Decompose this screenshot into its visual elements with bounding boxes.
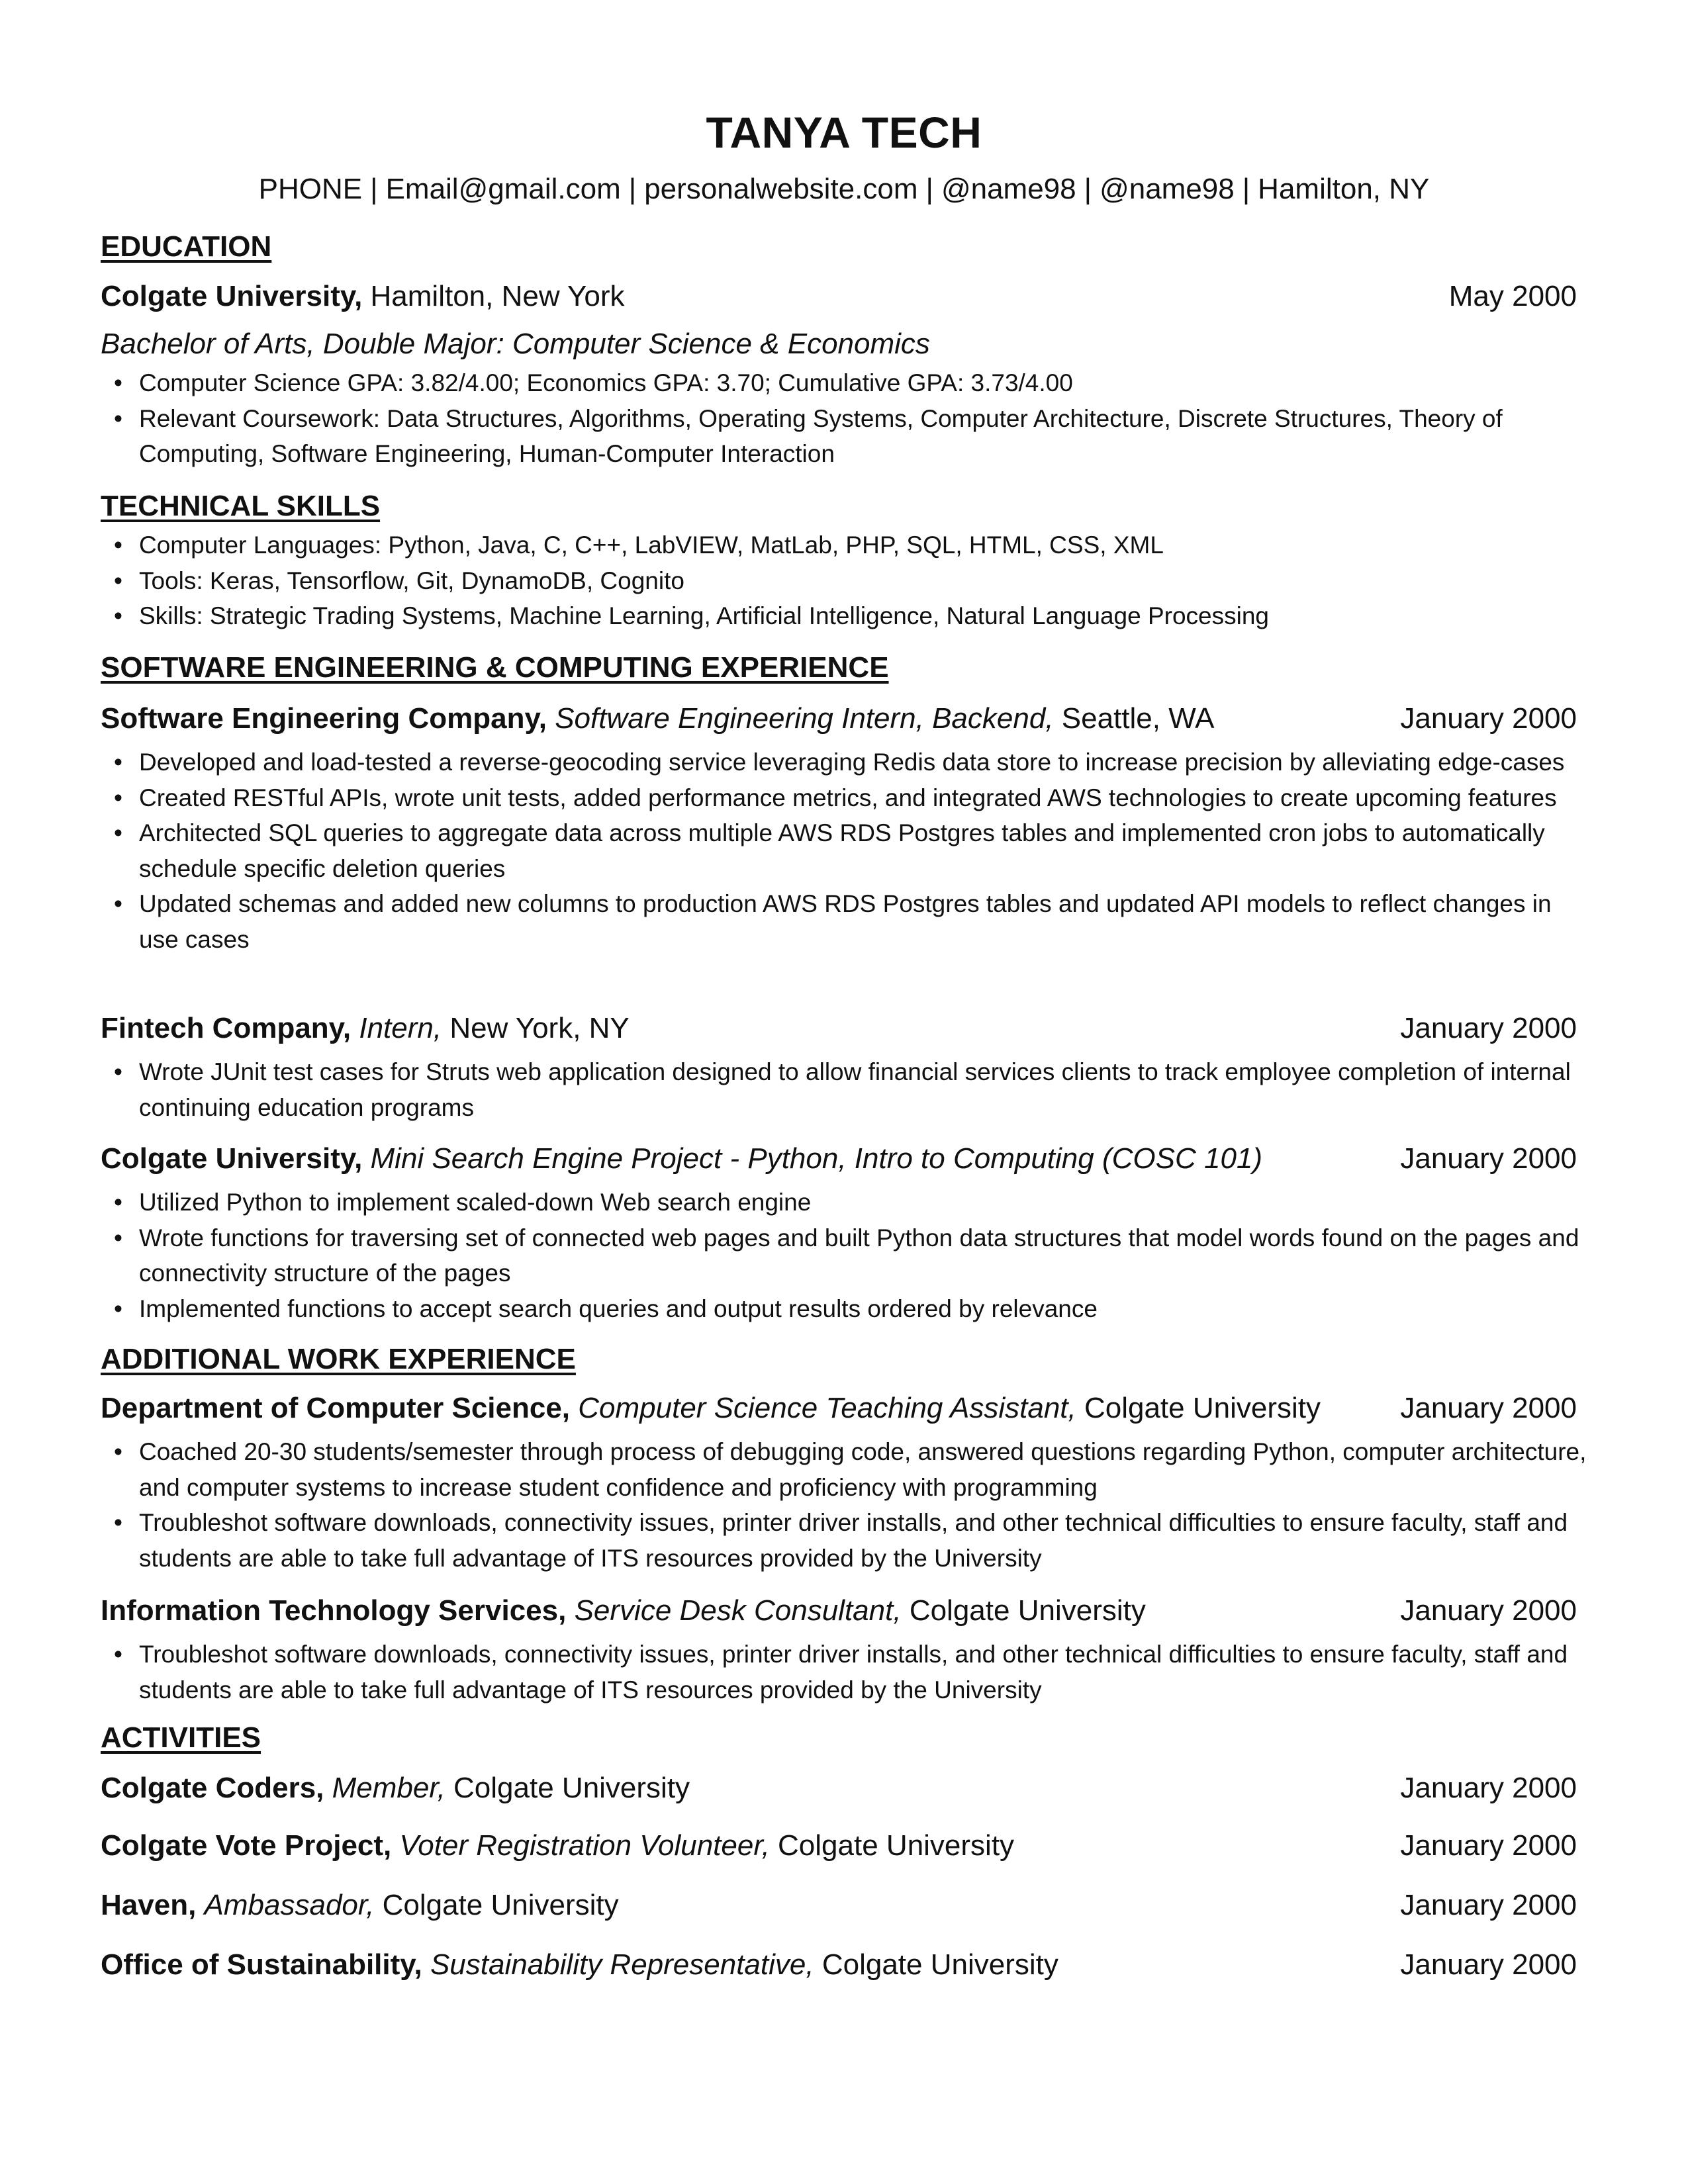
candidate-name: TANYA TECH xyxy=(706,108,982,157)
list-item: • Relevant Coursework: Data Structures, Algorithms, Operating Systems, Computer Architecture, Discrete Structures, Theory of Computing, Software Engineering, Human-Computer Interaction xyxy=(101,401,1597,472)
experience-bullets xyxy=(101,1054,1597,1125)
experience-entry xyxy=(101,1390,1577,1427)
section-heading-work: ADDITIONAL WORK EXPERIENCE xyxy=(101,1343,576,1375)
entry-date: January 2000 xyxy=(1400,1948,1577,1981)
contact-separator: | xyxy=(370,173,378,205)
activity-entry xyxy=(101,1887,1577,1924)
list-item: • Troubleshot software downloads, connectivity issues, printer driver installs, and other technical difficulties to ensure faculty, staff and students are able to take full advantage of ITS resources provided by the University xyxy=(101,1637,1597,1707)
entry-role: Voter Registration Volunteer, xyxy=(399,1829,770,1862)
entry-location: Colgate University xyxy=(778,1829,1015,1862)
contact-handle-1: @name98 xyxy=(941,173,1076,205)
entry-date: January 2000 xyxy=(1400,1889,1577,1921)
contact-separator: | xyxy=(1242,173,1250,205)
entry-role: Computer Science Teaching Assistant, xyxy=(578,1392,1076,1424)
entry-org: Colgate University, xyxy=(101,280,363,312)
experience-bullets xyxy=(101,745,1597,957)
activity-entry xyxy=(101,1946,1577,1983)
experience-bullets xyxy=(101,1434,1597,1576)
entry-role: Intern, xyxy=(359,1012,442,1044)
degree: Bachelor of Arts, Double Major: Computer Science & Economics xyxy=(101,328,930,360)
entry-org: Information Technology Services, xyxy=(101,1594,567,1627)
section-heading-skills: TECHNICAL SKILLS xyxy=(101,490,381,522)
list-item: • Coached 20-30 students/semester through process of debugging code, answered questions regarding Python, computer architecture, and computer systems to increase student confidence and proficiency with programming xyxy=(101,1434,1597,1505)
contact-handle-2: @name98 xyxy=(1100,173,1235,205)
entry-org: Department of Computer Science, xyxy=(101,1392,571,1424)
contact-phone: PHONE xyxy=(258,173,363,205)
entry-role: Mini Search Engine Project - Python, Intro to Computing (COSC 101) xyxy=(370,1142,1263,1175)
education-bullets xyxy=(101,365,1597,472)
list-item: • Created RESTful APIs, wrote unit tests, added performance metrics, and integrated AWS technologies to create upcoming features xyxy=(101,780,1597,816)
entry-location: New York, NY xyxy=(449,1012,630,1044)
entry-org: Office of Sustainability, xyxy=(101,1948,422,1981)
entry-date: January 2000 xyxy=(1400,1772,1577,1804)
list-item: • Updated schemas and added new columns to production AWS RDS Postgres tables and updated API models to reflect changes in use cases xyxy=(101,886,1597,957)
experience-entry xyxy=(101,1010,1577,1047)
entry-role: Member, xyxy=(332,1772,445,1804)
entry-date: January 2000 xyxy=(1400,1012,1577,1044)
entry-role: Service Desk Consultant, xyxy=(574,1594,902,1627)
entry-role: Sustainability Representative, xyxy=(430,1948,814,1981)
entry-date: January 2000 xyxy=(1400,702,1577,735)
entry-org: Colgate Coders, xyxy=(101,1772,324,1804)
entry-date: May 2000 xyxy=(1448,280,1577,312)
list-item: • Wrote JUnit test cases for Struts web application designed to allow financial services clients to track employee completion of internal continuing education programs xyxy=(101,1054,1597,1125)
activity-entry xyxy=(101,1827,1577,1864)
list-item: • Implemented functions to accept search queries and output results ordered by relevance xyxy=(101,1291,1597,1327)
skills-bullets xyxy=(101,527,1597,634)
contact-separator: | xyxy=(1084,173,1092,205)
experience-bullets xyxy=(101,1637,1597,1707)
entry-location: Seattle, WA xyxy=(1061,702,1215,735)
experience-entry xyxy=(101,700,1577,737)
contact-website: personalwebsite.com xyxy=(644,173,918,205)
education-entry xyxy=(101,278,1577,315)
contact-line xyxy=(0,169,1688,209)
contact-email: Email@gmail.com xyxy=(385,173,621,205)
list-item: • Utilized Python to implement scaled-down Web search engine xyxy=(101,1185,1597,1220)
contact-separator: | xyxy=(925,173,933,205)
section-heading-activities: ACTIVITIES xyxy=(101,1721,261,1754)
entry-location: Colgate University xyxy=(382,1889,619,1921)
experience-entry xyxy=(101,1592,1577,1629)
list-item: • Troubleshot software downloads, connectivity issues, printer driver installs, and other technical difficulties to ensure faculty, staff and students are able to take full advantage of ITS resources provided by the University xyxy=(101,1505,1597,1576)
list-item: • Skills: Strategic Trading Systems, Machine Learning, Artificial Intelligence, Natural Language Processing xyxy=(101,598,1597,634)
list-item: • Computer Languages: Python, Java, C, C++, LabVIEW, MatLab, PHP, SQL, HTML, CSS, XML xyxy=(101,527,1597,563)
entry-date: January 2000 xyxy=(1400,1392,1577,1424)
entry-location: Colgate University xyxy=(453,1772,690,1804)
contact-location: Hamilton, NY xyxy=(1258,173,1430,205)
entry-org: Software Engineering Company, xyxy=(101,702,547,735)
entry-org: Haven, xyxy=(101,1889,197,1921)
experience-entry xyxy=(101,1140,1577,1177)
entry-role: Software Engineering Intern, Backend, xyxy=(555,702,1054,735)
list-item: • Architected SQL queries to aggregate data across multiple AWS RDS Postgres tables and implemented cron jobs to automatically schedule specific deletion queries xyxy=(101,815,1597,886)
section-heading-swe: SOFTWARE ENGINEERING & COMPUTING EXPERIENCE xyxy=(101,651,889,684)
entry-date: January 2000 xyxy=(1400,1594,1577,1627)
list-item: • Wrote functions for traversing set of connected web pages and built Python data structures that model words found on the pages and connectivity structure of the pages xyxy=(101,1220,1597,1291)
experience-bullets xyxy=(101,1185,1597,1326)
entry-org: Fintech Company, xyxy=(101,1012,352,1044)
list-item: • Developed and load-tested a reverse-geocoding service leveraging Redis data store to increase precision by alleviating edge-cases xyxy=(101,745,1597,780)
list-item: • Computer Science GPA: 3.82/4.00; Economics GPA: 3.70; Cumulative GPA: 3.73/4.00 xyxy=(101,365,1597,401)
entry-date: January 2000 xyxy=(1400,1142,1577,1175)
entry-location: Colgate University xyxy=(821,1948,1058,1981)
activity-entry xyxy=(101,1770,1577,1807)
entry-date: January 2000 xyxy=(1400,1829,1577,1862)
entry-location: Colgate University xyxy=(1084,1392,1321,1424)
entry-location: Colgate University xyxy=(909,1594,1146,1627)
contact-separator: | xyxy=(628,173,637,205)
entry-org: Colgate University, xyxy=(101,1142,363,1175)
entry-location: Hamilton, New York xyxy=(370,280,625,312)
entry-role: Ambassador, xyxy=(204,1889,375,1921)
entry-org: Colgate Vote Project, xyxy=(101,1829,392,1862)
list-item: • Tools: Keras, Tensorflow, Git, DynamoDB, Cognito xyxy=(101,563,1597,599)
section-heading-education: EDUCATION xyxy=(101,230,272,263)
